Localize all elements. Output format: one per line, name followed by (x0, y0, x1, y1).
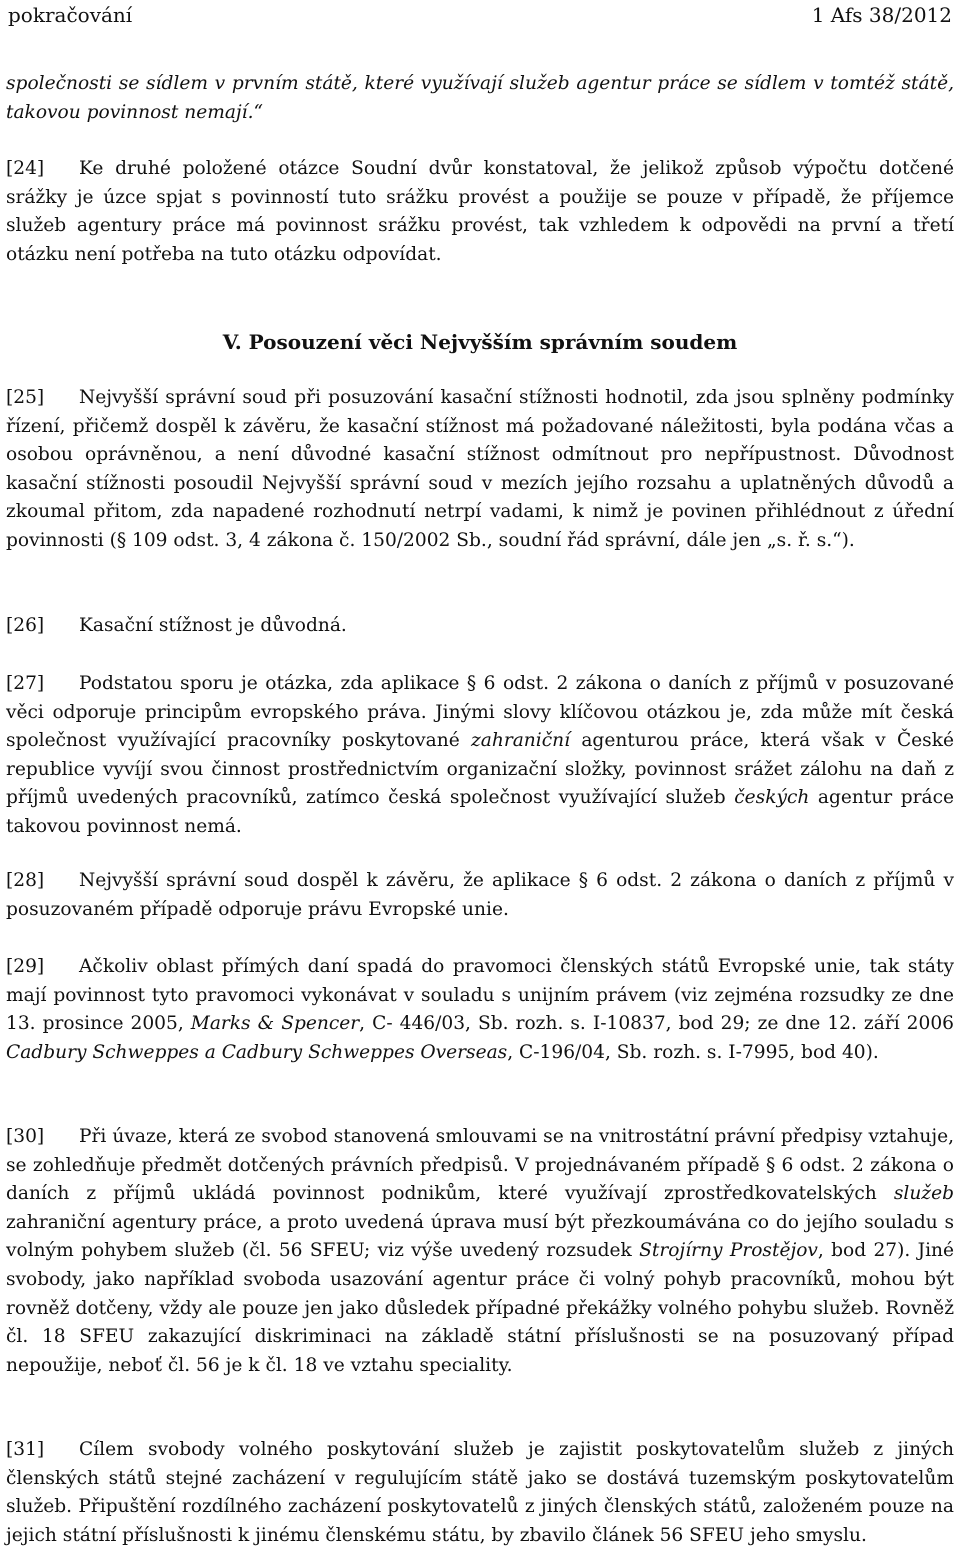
paragraph-number: [26] (6, 615, 45, 636)
paragraph-29 (6, 953, 954, 1067)
paragraph-26 (6, 612, 954, 641)
section-heading: V. Posouzení věci Nejvyšším správním soudem (222, 330, 738, 354)
italic-term: služeb (893, 1183, 954, 1205)
paragraph-25 (6, 384, 954, 556)
paragraph-text: Ke druhé položené otázce Soudní dvůr konstatoval, že jelikož způsob výpočtu dotčené srážky je úzce spjat s povinností tuto srážku provést a použije se pouze v případě, že příjemce služeb agentury práce má povinnost srážku provést, tak vzhledem k odpovědi na první a třetí otázku není potřeba na tuto otázku odpovídat. (6, 158, 954, 265)
paragraph-text: Při úvaze, která ze svobod stanovená smlouvami se na vnitrostátní právní předpisy vztahuje, se zohledňuje předmět dotčených právních předpisů. V projednávaném případě § 6 odst. 2 zákona o daních z příjmů ukládá povinnost podnikům, které využívají zprostředkovatelských (6, 1126, 954, 1205)
paragraph-text: zahraniční agentury práce, a proto uvedená úprava musí být přezkoumávána co do jejího souladu s volným pohybem služeb (čl. 56 SFEU; viz výše uvedený rozsudek (6, 1211, 954, 1262)
paragraph-text: , bod 27). Jiné svobody, jako například svoboda usazování agentur práce či volný pohyb pracovníků, mohou být rovněž dotčeny, vždy ale pouze jen jako důsledek případné překážky volného pohybu služeb. Rovněž čl. 18 SFEU zakazující diskriminaci na základě státní příslušnosti se na posuzovaný případ nepoužije, neboť čl. 56 je k čl. 18 ve vztahu speciality. (6, 1240, 954, 1376)
intro-quote-text: společnosti se sídlem v prvním státě, které využívají služeb agentur práce se sídlem v tomtéž státě, takovou povinnost nemají.“ (6, 73, 954, 123)
paragraph-number: [27] (6, 673, 45, 694)
paragraph-28 (6, 867, 954, 924)
paragraph-text: , C- 446/03, Sb. rozh. s. I-10837, bod 29; ze dne 12. září 2006 (359, 1013, 955, 1035)
paragraph-text: , C-196/04, Sb. rozh. s. I-7995, bod 40). (507, 1041, 879, 1063)
paragraph-30 (6, 1123, 954, 1380)
paragraph-text: Nejvyšší správní soud dospěl k závěru, že aplikace § 6 odst. 2 zákona o daních z příjmů v posuzovaném případě odporuje právu Evropské unie. (6, 870, 954, 920)
paragraph-text: Ačkoliv oblast přímých daní spadá do pravomoci členských států Evropské unie, tak státy mají povinnost tyto pravomoci vykonávat v souladu s unijním právem (viz zejména rozsudky ze dne 13. prosince 2005, (6, 956, 954, 1035)
paragraph-text: Podstatou sporu je otázka, zda aplikace § 6 odst. 2 zákona o daních z příjmů v posuzované věci odporuje principům evropského práva. Jinými slovy klíčovou otázkou je, zda může mít česká společnost využívající pracovníky poskytované (6, 673, 954, 752)
paragraph-number: [25] (6, 387, 45, 408)
case-number: 1 Afs 38/2012 (811, 3, 952, 27)
italic-term: českých (734, 787, 810, 809)
italic-term: zahraniční (470, 730, 571, 752)
paragraph-24 (6, 155, 954, 269)
paragraph-number: [24] (6, 158, 45, 179)
case-name: Strojírny Prostějov (639, 1240, 818, 1262)
case-name: Marks & Spencer (190, 1013, 360, 1035)
header-continuation: pokračování (8, 3, 133, 27)
intro-quote (6, 70, 954, 127)
paragraph-number: [29] (6, 956, 45, 977)
paragraph-number: [28] (6, 870, 45, 891)
paragraph-text: Nejvyšší správní soud při posuzování kasační stížnosti hodnotil, zda jsou splněny podmínky řízení, přičemž dospěl k závěru, že kasační stížnost má požadované náležitosti, byla podána včas a osobou oprávněnou, a není důvodné kasační stížnost odmítnout pro nepřípustnost. Důvodnost kasační stížnosti posoudil Nejvyšší správní soud v mezích jejího rozsahu a uplatněných důvodů a zkoumal přitom, zda napadené rozhodnutí netrpí vadami, k nimž je povinen přihlédnout z úřední povinnosti (§ 109 odst. 3, 4 zákona č. 150/2002 Sb., soudní řád správní, dále jen „s. ř. s.“). (6, 387, 954, 551)
paragraph-number: [31] (6, 1439, 45, 1460)
paragraph-text: agentur práce takovou povinnost nemá. (6, 787, 955, 837)
paragraph-text: agenturou práce, která však v České republice vyvíjí svou činnost prostřednictvím organizační složky, povinnost srážet zálohu na daň z příjmů uvedených pracovníků, zatímco česká společnost využívající služeb (6, 730, 954, 809)
case-name: Cadbury Schweppes a Cadbury Schweppes Overseas (6, 1041, 508, 1063)
page-header (8, 2, 952, 30)
paragraph-text: Kasační stížnost je důvodná. (79, 615, 347, 636)
paragraph-27 (6, 670, 954, 842)
paragraph-31 (6, 1436, 954, 1550)
paragraph-number: [30] (6, 1126, 45, 1147)
paragraph-text: Cílem svobody volného poskytování služeb je zajistit poskytovatelům služeb z jiných členských států stejné zacházení v regulujícím státě jako se dostává tuzemským poskytovatelům služeb. Připuštění rozdílného zacházení poskytovatelů z jiných členských států, založeném pouze na jejich státní příslušnosti k jinému členskému státu, by zbavilo článek 56 SFEU jeho smyslu. (6, 1439, 954, 1546)
